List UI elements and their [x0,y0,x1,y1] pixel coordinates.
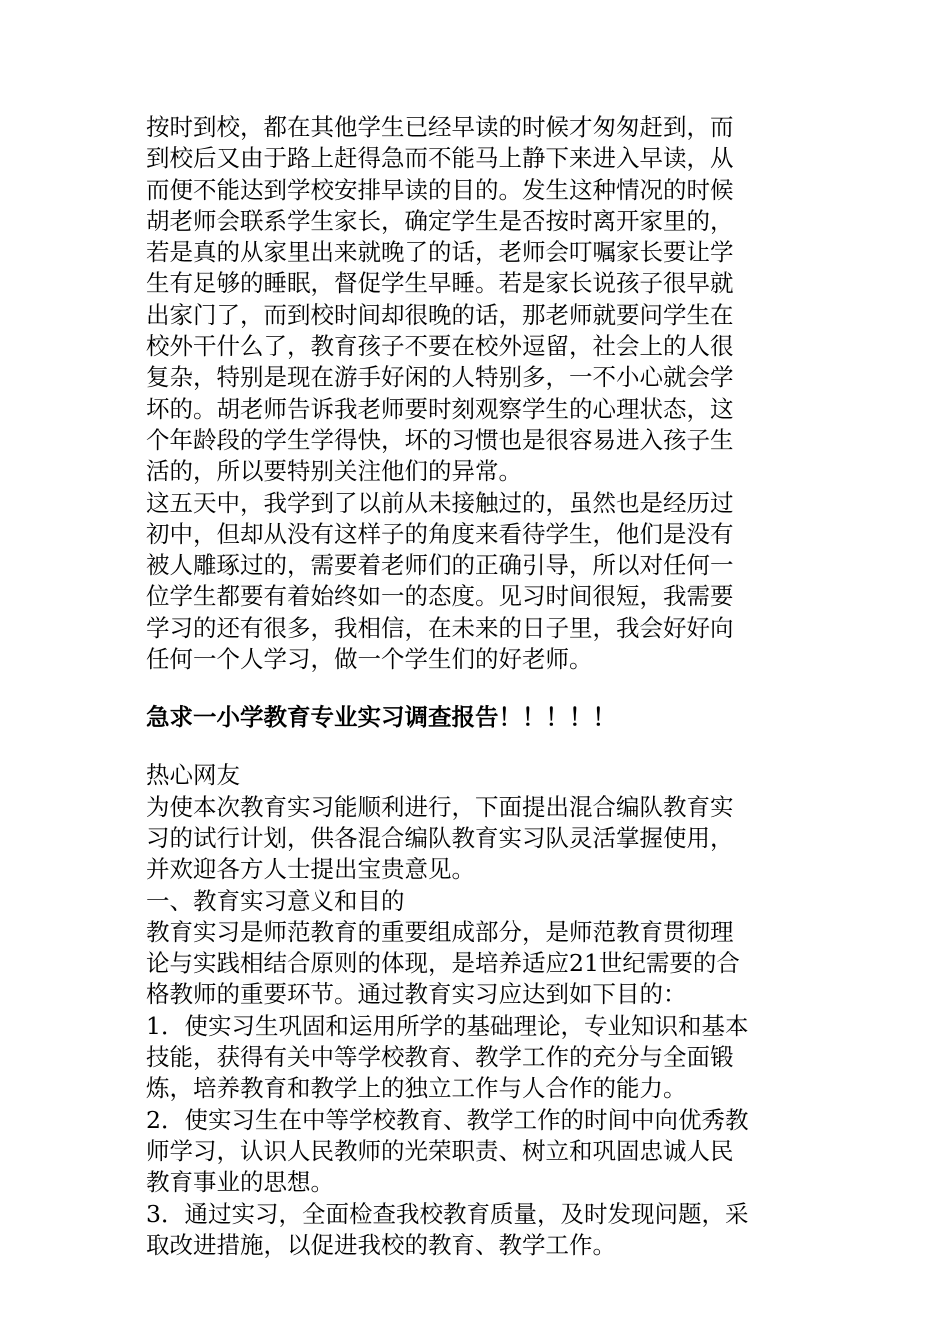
text-line: 若是真的从家里出来就晚了的话，老师会叮嘱家长要让学 [146,238,734,267]
text-line: 复杂，特别是现在游手好闲的人特别多，一不小心就会学 [146,363,734,392]
text-line: 初中，但却从没有这样子的角度来看待学生，他们是没有 [146,519,734,548]
text-line: 格教师的重要环节。通过教育实习应达到如下目的： [146,980,687,1009]
text-line: 被人雕琢过的，需要着老师们的正确引导，所以对任何一 [146,551,734,580]
subsection-title: 一、教育实习意义和目的 [146,886,405,915]
list-item-3: 3．通过实习，全面检查我校教育质量，及时发现问题，采 [146,1199,749,1228]
text-line: 论与实践相结合原则的体现，是培养适应21世纪需要的合 [146,949,740,978]
text-line: 校外干什么了，教育孩子不要在校外逗留，社会上的人很 [146,332,734,361]
text-line: 活的，所以要特别关注他们的异常。 [146,457,522,486]
text-line: 按时到校，都在其他学生已经早读的时候才匆匆赶到，而 [146,113,734,141]
text-line: 教育实习是师范教育的重要组成部分，是师范教育贯彻理 [146,917,734,946]
author-name: 热心网友 [146,761,240,790]
list-item-1: 1．使实习生巩固和运用所学的基础理论，专业知识和基本 [146,1011,749,1040]
text-line: 生有足够的睡眠，督促学生早睡。若是家长说孩子很早就 [146,269,734,298]
text-line: 到校后又由于路上赶得急而不能马上静下来进入早读，从 [146,144,734,173]
text-line: 位学生都要有着始终如一的态度。见习时间很短，我需要 [146,582,734,611]
text-line: 师学习，认识人民教师的光荣职责、树立和巩固忠诚人民 [146,1136,734,1165]
text-line: 胡老师会联系学生家长，确定学生是否按时离开家里的， [146,206,734,235]
text-line: 并欢迎各方人士提出宝贵意见。 [146,855,475,884]
answer-body [146,760,811,1261]
text-line: 为使本次教育实习能顺利进行，下面提出混合编队教育实 [146,792,734,821]
text-line: 坏的。胡老师告诉我老师要时刻观察学生的心理状态，这 [146,394,734,423]
text-line: 取改进措施，以促进我校的教育、教学工作。 [146,1230,616,1259]
text-line: 技能，获得有关中等学校教育、教学工作的充分与全面锻 [146,1043,734,1072]
section-heading: 急求一小学教育专业实习调查报告！！！！！ [146,703,616,732]
text-line: 任何一个人学习，做一个学生们的好老师。 [146,645,593,674]
text-line: 学习的还有很多，我相信，在未来的日子里，我会好好向 [146,613,734,642]
text-line: 教育事业的思想。 [146,1168,334,1197]
paragraph-school-arrival [146,112,811,488]
paragraph-five-days [146,488,811,676]
text-line: 炼，培养教育和教学上的独立工作与人合作的能力。 [146,1074,687,1103]
document-page [146,112,811,1261]
text-line: 个年龄段的学生学得快，坏的习惯也是很容易进入孩子生 [146,425,734,454]
list-item-2: 2．使实习生在中等学校教育、教学工作的时间中向优秀教 [146,1105,749,1134]
text-line: 习的试行计划，供各混合编队教育实习队灵活掌握使用， [146,823,734,852]
text-line: 出家门了，而到校时间却很晚的话，那老师就要问学生在 [146,300,734,329]
text-line: 这五天中，我学到了以前从未接触过的，虽然也是经历过 [146,488,734,517]
text-line: 而便不能达到学校安排早读的目的。发生这种情况的时候 [146,175,734,204]
